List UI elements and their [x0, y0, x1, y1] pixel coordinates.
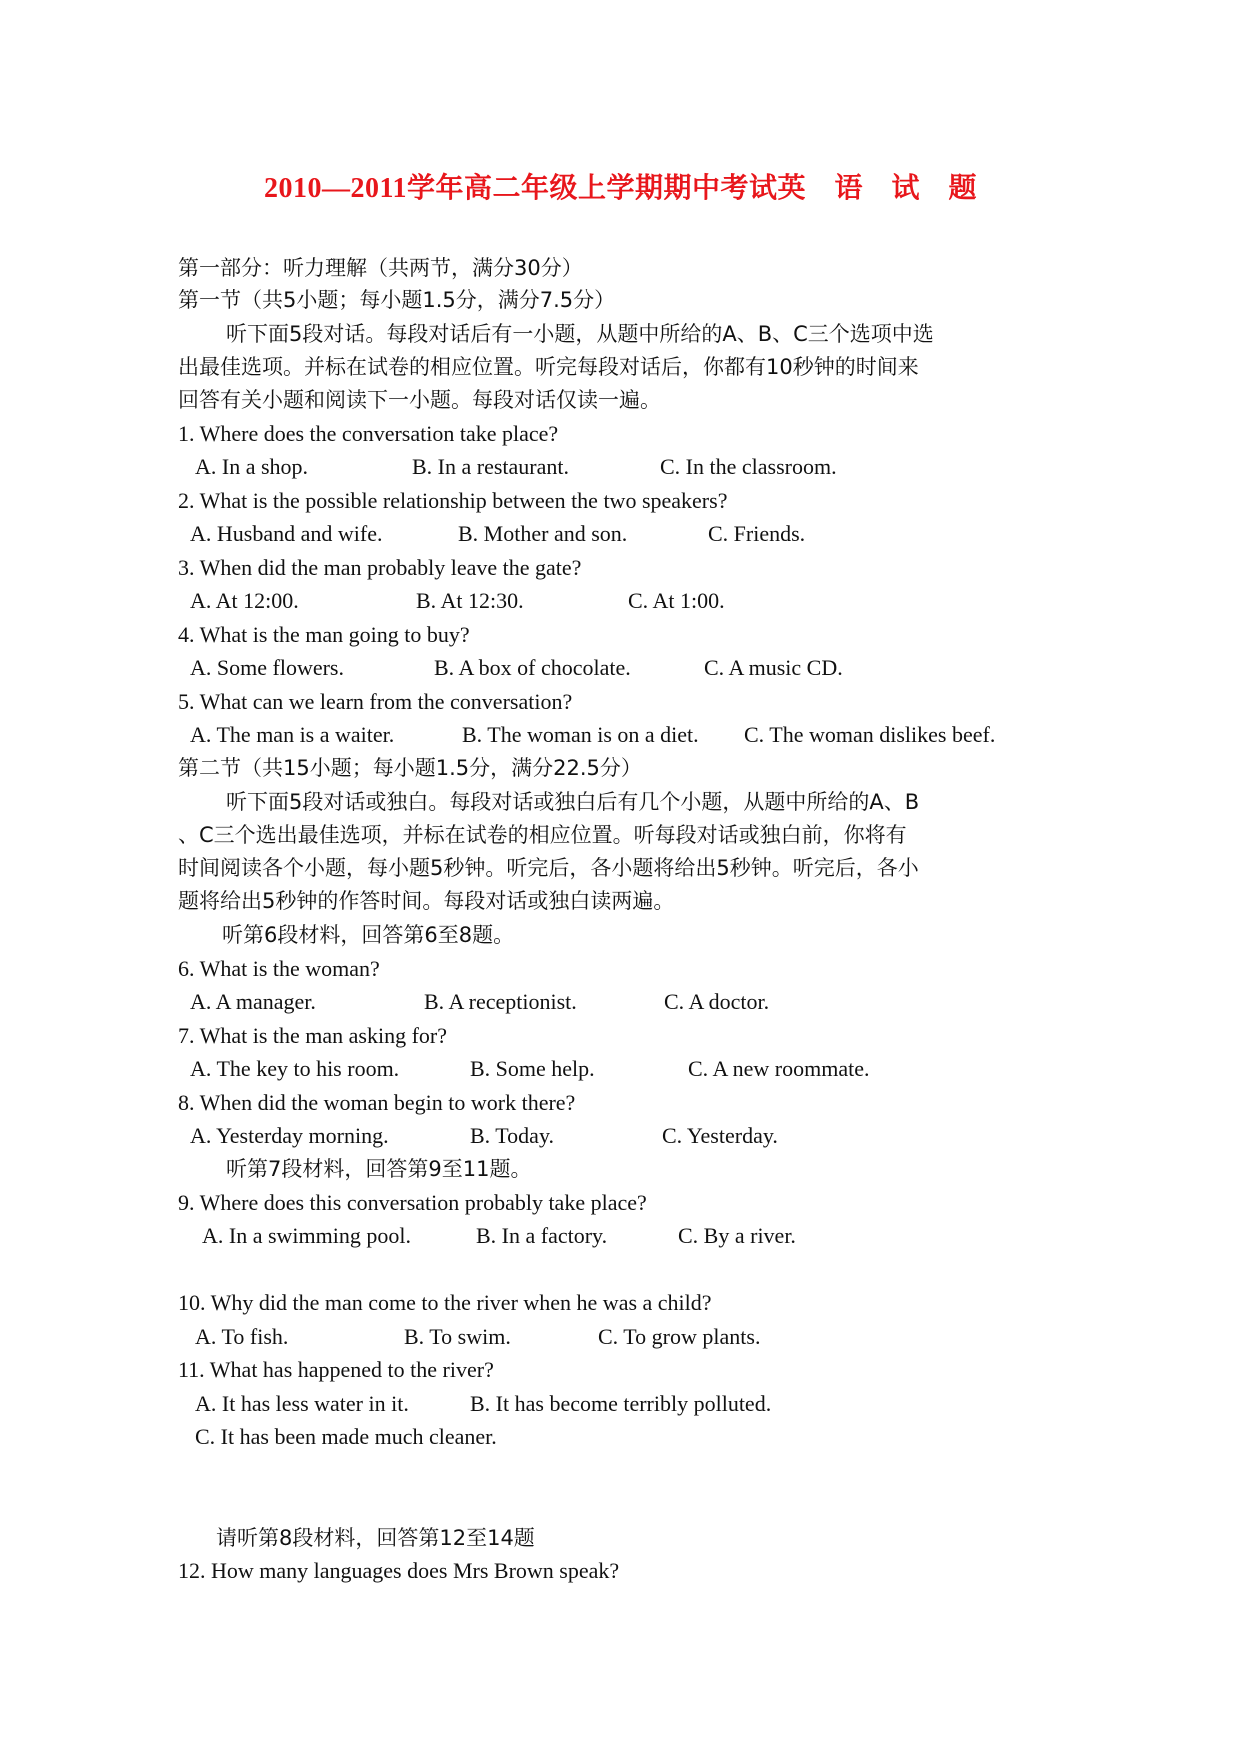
option: B. Some help. — [470, 1056, 595, 1081]
section-heading: 第二节（共15小题；每小题1.5分，满分22.5分） — [178, 756, 642, 780]
question-text: 6. What is the woman? — [178, 956, 380, 981]
material-heading: 听第7段材料，回答第9至11题。 — [226, 1157, 532, 1181]
question-text: 4. What is the man going to buy? — [178, 622, 470, 647]
question-text: 2. What is the possible relationship between the two speakers? — [178, 488, 728, 513]
option: C. A music CD. — [704, 655, 843, 680]
option: B. A box of chocolate. — [434, 655, 631, 680]
option: A. Some flowers. — [190, 655, 344, 680]
option: B. Today. — [470, 1123, 555, 1148]
option: B. A receptionist. — [424, 989, 577, 1014]
option: C. A new roommate. — [688, 1056, 870, 1081]
instruction-line: 时间阅读各个小题，每小题5秒钟。听完后，各小题将给出5秒钟。听完后，各小 — [178, 856, 919, 880]
question-text: 5. What can we learn from the conversation? — [178, 689, 573, 714]
option: C. It has been made much cleaner. — [195, 1424, 497, 1449]
section-heading: 第一节（共5小题；每小题1.5分，满分7.5分） — [178, 288, 616, 312]
option: A. Yesterday morning. — [190, 1123, 389, 1148]
option: A. Husband and wife. — [190, 521, 383, 546]
instruction-line: 、C三个选出最佳选项，并标在试卷的相应位置。听每段对话或独白前，你将有 — [178, 823, 907, 847]
option: C. By a river. — [678, 1223, 796, 1248]
instruction-line: 听下面5段对话或独白。每段对话或独白后有几个小题，从题中所给的A、B — [226, 790, 920, 814]
question-text: 9. Where does this conversation probably take place? — [178, 1190, 647, 1215]
option: C. Yesterday. — [662, 1123, 778, 1148]
question-text: 8. When did the woman begin to work there? — [178, 1090, 576, 1115]
option: B. To swim. — [404, 1324, 511, 1349]
question-text: 12. How many languages does Mrs Brown speak? — [178, 1558, 620, 1583]
option: B. The woman is on a diet. — [462, 722, 699, 747]
option: A. In a swimming pool. — [202, 1223, 411, 1248]
option: B. In a factory. — [476, 1223, 608, 1248]
instruction-line: 出最佳选项。并标在试卷的相应位置。听完每段对话后，你都有10秒钟的时间来 — [178, 355, 919, 379]
option: A. To fish. — [195, 1324, 289, 1349]
option: A. It has less water in it. — [195, 1391, 409, 1416]
option: C. At 1:00. — [628, 588, 725, 613]
option: C. To grow plants. — [598, 1324, 761, 1349]
option: B. At 12:30. — [416, 588, 524, 613]
instruction-line: 听下面5段对话。每段对话后有一小题，从题中所给的A、B、C三个选项中选 — [226, 322, 934, 346]
option: C. The woman dislikes beef. — [744, 722, 996, 747]
instruction-line: 回答有关小题和阅读下一小题。每段对话仅读一遍。 — [178, 388, 661, 412]
option: C. Friends. — [708, 521, 806, 546]
question-text: 11. What has happened to the river? — [178, 1357, 494, 1382]
question-text: 10. Why did the man come to the river when he was a child? — [178, 1290, 712, 1315]
question-text: 1. Where does the conversation take place? — [178, 421, 559, 446]
exam-title: 2010—2011学年高二年级上学期期中考试英 语 试 题 — [264, 173, 977, 204]
instruction-line: 题将给出5秒钟的作答时间。每段对话或独白读两遍。 — [178, 889, 675, 913]
question-text: 7. What is the man asking for? — [178, 1023, 448, 1048]
part-heading: 第一部分：听力理解（共两节，满分30分） — [178, 256, 583, 280]
option: C. In the classroom. — [660, 454, 837, 479]
option: B. It has become terribly polluted. — [470, 1391, 772, 1416]
option: A. A manager. — [190, 989, 316, 1014]
option: B. In a restaurant. — [412, 454, 569, 479]
material-heading: 请听第8段材料，回答第12至14题 — [216, 1526, 535, 1550]
option: B. Mother and son. — [458, 521, 628, 546]
option: A. The man is a waiter. — [190, 722, 395, 747]
option: A. The key to his room. — [190, 1056, 400, 1081]
option: A. In a shop. — [195, 454, 309, 479]
question-text: 3. When did the man probably leave the gate? — [178, 555, 582, 580]
material-heading: 听第6段材料，回答第6至8题。 — [222, 923, 515, 947]
option: C. A doctor. — [664, 989, 770, 1014]
option: A. At 12:00. — [190, 588, 299, 613]
